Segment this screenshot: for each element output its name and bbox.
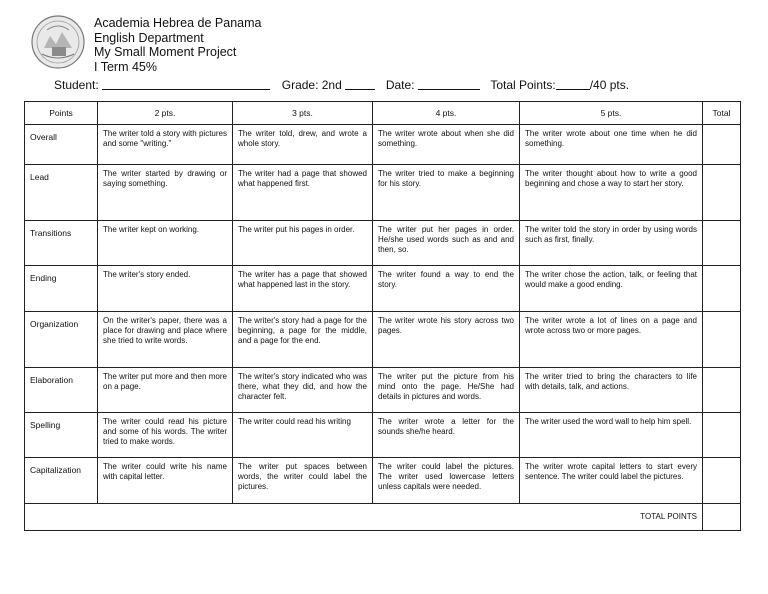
rubric-cell: The writer put more and then more on a page. <box>98 368 233 413</box>
total-points-suffix: /40 pts. <box>589 78 630 92</box>
grade-label: Grade: 2nd <box>281 78 342 92</box>
student-label: Student: <box>54 78 99 92</box>
student-info-line <box>54 77 629 92</box>
rubric-row-organization <box>25 312 741 368</box>
school-name: Academia Hebrea de Panama <box>94 16 262 30</box>
criterion-label: Spelling <box>25 413 98 458</box>
rubric-cell: The writer's story had a page for the beginning, a page for the middle, and a page for the end. <box>233 312 373 368</box>
row-total-field[interactable] <box>703 266 741 312</box>
criterion-label: Elaboration <box>25 368 98 413</box>
column-header: 2 pts. <box>98 102 233 125</box>
date-field[interactable] <box>418 77 480 90</box>
document-header <box>30 14 750 76</box>
rubric-cell: The writer told, drew, and wrote a whole story. <box>233 125 373 165</box>
rubric-cell: The writer tried to make a beginning for his story. <box>373 165 520 221</box>
rubric-cell: The writer wrote about one time when he did something. <box>520 125 703 165</box>
rubric-cell: The writer wrote his story across two pages. <box>373 312 520 368</box>
grade-field[interactable] <box>345 77 375 90</box>
project-title: My Small Moment Project <box>94 45 237 59</box>
rubric-cell: The writer wrote about when she did something. <box>373 125 520 165</box>
term-label: I Term 45% <box>94 59 157 74</box>
rubric-cell: The writer chose the action, talk, or feeling that would make a good ending. <box>520 266 703 312</box>
rubric-cell: The writer's story indicated who was there, what they did, and how the character felt. <box>233 368 373 413</box>
rubric-row-overall <box>25 125 741 165</box>
rubric-cell: The writer could label the pictures. The writer used lowercase letters unless capitals were needed. <box>373 458 520 504</box>
rubric-cell: The writer wrote capital letters to start every sentence. The writer could label the pictures. <box>520 458 703 504</box>
column-header: Total <box>703 102 741 125</box>
rubric-cell: The writer could write his name with capital letter. <box>98 458 233 504</box>
rubric-row-transitions <box>25 221 741 266</box>
row-total-field[interactable] <box>703 125 741 165</box>
total-points-row <box>25 504 741 531</box>
department-name: English Department <box>94 30 204 45</box>
criterion-label: Overall <box>25 125 98 165</box>
rubric-cell: On the writer's paper, there was a place for drawing and place where she tried to write words. <box>98 312 233 368</box>
rubric-cell: The writer wrote a lot of lines on a page and wrote across two or more pages. <box>520 312 703 368</box>
student-name-field[interactable] <box>102 77 270 90</box>
row-total-field[interactable] <box>703 458 741 504</box>
rubric-cell: The writer kept on working. <box>98 221 233 266</box>
column-header: 3 pts. <box>233 102 373 125</box>
rubric-cell: The writer tried to bring the characters to life with details, talk, and actions. <box>520 368 703 413</box>
rubric-cell: The writer has a page that showed what happened last in the story. <box>233 266 373 312</box>
rubric-row-elaboration <box>25 368 741 413</box>
rubric-header-row <box>25 102 741 125</box>
criterion-label: Capitalization <box>25 458 98 504</box>
criterion-label: Ending <box>25 266 98 312</box>
rubric-cell: The writer put spaces between words, the writer could label the pictures. <box>233 458 373 504</box>
rubric-cell: The writer could read his writing <box>233 413 373 458</box>
total-points-label: Total Points: <box>490 78 556 92</box>
row-total-field[interactable] <box>703 165 741 221</box>
row-total-field[interactable] <box>703 413 741 458</box>
column-header: 4 pts. <box>373 102 520 125</box>
rubric-cell: The writer told the story in order by using words such as first, finally. <box>520 221 703 266</box>
rubric-cell: The writer put the picture from his mind onto the page. He/She had details in pictures and words. <box>373 368 520 413</box>
rubric-row-spelling <box>25 413 741 458</box>
school-seal-icon <box>30 14 86 70</box>
total-points-field[interactable] <box>556 77 590 90</box>
rubric-cell: The writer could read his picture and some of his words. The writer tried to make words. <box>98 413 233 458</box>
grand-total-field[interactable] <box>703 504 741 531</box>
date-label: Date: <box>385 78 415 92</box>
criterion-label: Organization <box>25 312 98 368</box>
school-info <box>94 16 261 74</box>
criterion-label: Transitions <box>25 221 98 266</box>
rubric-cell: The writer told a story with pictures and some "writing." <box>98 125 233 165</box>
row-total-field[interactable] <box>703 368 741 413</box>
rubric-row-capitalization <box>25 458 741 504</box>
row-total-field[interactable] <box>703 221 741 266</box>
rubric-cell: The writer used the word wall to help him spell. <box>520 413 703 458</box>
rubric-cell: The writer wrote a letter for the sounds she/he heard. <box>373 413 520 458</box>
row-total-field[interactable] <box>703 312 741 368</box>
rubric-cell: The writer started by drawing or saying something. <box>98 165 233 221</box>
rubric-row-lead <box>25 165 741 221</box>
total-points-row-label: TOTAL POINTS <box>25 504 703 531</box>
rubric-cell: The writer thought about how to write a good beginning and chose a way to start her story. <box>520 165 703 221</box>
rubric-cell: The writer put his pages in order. <box>233 221 373 266</box>
column-header: Points <box>25 102 98 125</box>
column-header: 5 pts. <box>520 102 703 125</box>
rubric-cell: The writer had a page that showed what happened first. <box>233 165 373 221</box>
rubric-cell: The writer found a way to end the story. <box>373 266 520 312</box>
rubric-cell: The writer's story ended. <box>98 266 233 312</box>
rubric-cell: The writer put her pages in order. He/she used words such as and and then, so. <box>373 221 520 266</box>
rubric-row-ending <box>25 266 741 312</box>
rubric-table <box>24 101 741 531</box>
criterion-label: Lead <box>25 165 98 221</box>
